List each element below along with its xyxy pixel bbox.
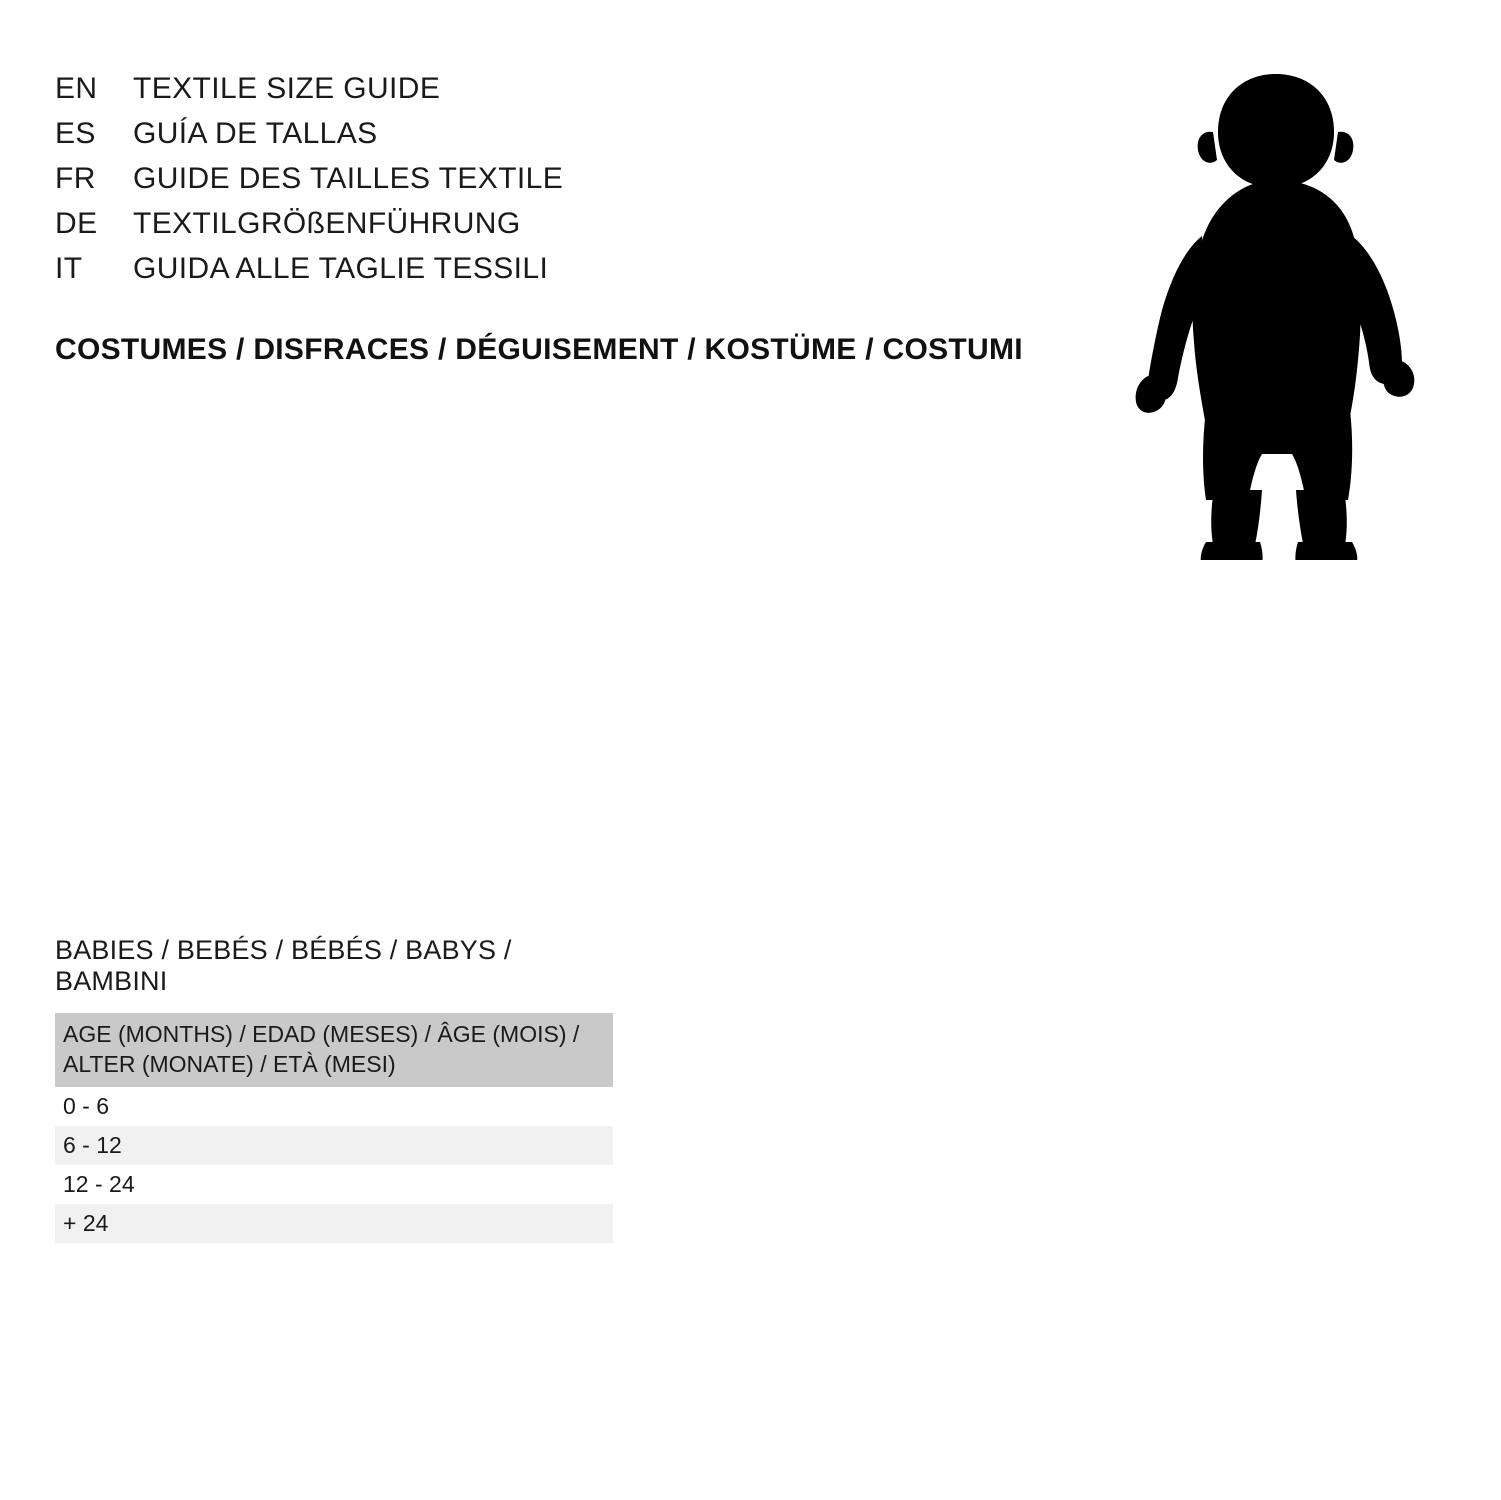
size-table: [55, 1013, 613, 1243]
language-code-fr: FR: [55, 162, 96, 195]
language-text-es: GUÍA DE TALLAS: [133, 117, 378, 150]
language-code-it: IT: [55, 252, 83, 285]
table-row: [55, 1087, 613, 1126]
section-title: COSTUMES / DISFRACES / DÉGUISEMENT / KOSTÜME / COSTUMI: [55, 333, 1023, 366]
toddler-silhouette-icon: [1110, 60, 1440, 560]
language-row-fr: [55, 162, 955, 207]
cell-age-range: 12 - 24: [55, 1165, 613, 1204]
language-code-en: EN: [55, 72, 98, 105]
cell-age-range: + 24: [55, 1204, 613, 1243]
language-row-en: [55, 72, 955, 117]
language-text-en: TEXTILE SIZE GUIDE: [133, 72, 441, 105]
language-row-de: [55, 207, 955, 252]
language-row-es: [55, 117, 955, 162]
language-text-it: GUIDA ALLE TAGLIE TESSILI: [133, 252, 549, 285]
cell-age-range: 0 - 6: [55, 1087, 613, 1126]
language-code-de: DE: [55, 207, 98, 240]
column-header-age: AGE (MONTHS) / EDAD (MESES) / ÂGE (MOIS) / ALTER (MONATE) / ETÀ (MESI): [55, 1013, 613, 1087]
language-list: [55, 72, 955, 297]
language-code-es: ES: [55, 117, 96, 150]
cell-age-range: 6 - 12: [55, 1126, 613, 1165]
language-text-fr: GUIDE DES TAILLES TEXTILE: [133, 162, 564, 195]
table-caption: BABIES / BEBÉS / BÉBÉS / BABYS / BAMBINI: [55, 935, 512, 996]
table-row: [55, 1165, 613, 1204]
table-row: [55, 1126, 613, 1165]
table-row: [55, 1204, 613, 1243]
table-header-row: [55, 1013, 613, 1087]
size-table-block: [55, 935, 615, 1243]
language-text-de: TEXTILGRÖßENFÜHRUNG: [133, 207, 521, 240]
language-row-it: [55, 252, 955, 297]
